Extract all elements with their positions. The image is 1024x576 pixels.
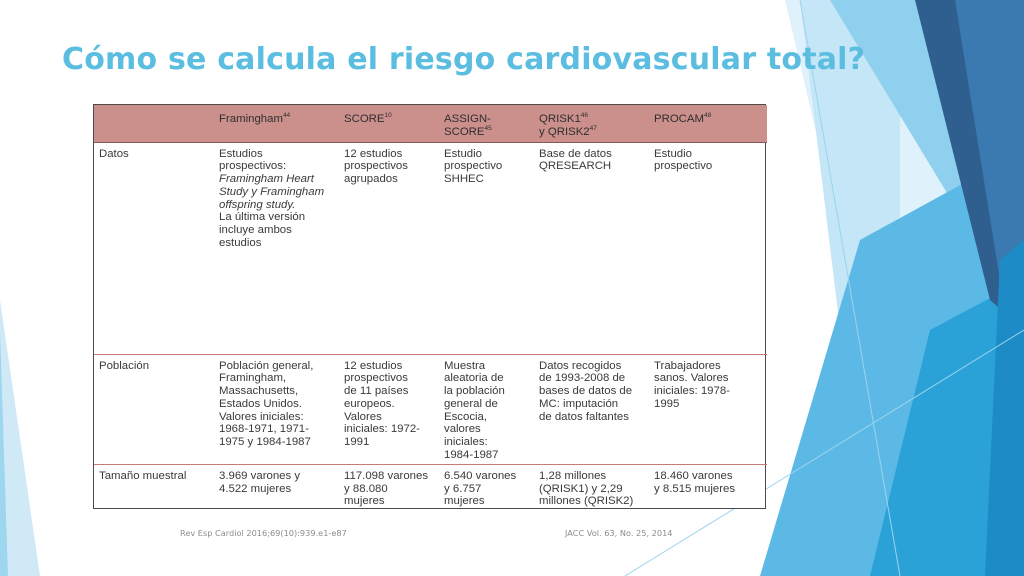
header-assign-score: ASSIGN- SCORE$^{45}$ [439,105,534,142]
table-row-poblacion [94,354,767,464]
header-procam: PROCAM$^{48}$ [649,105,767,142]
cell-poblacion-score: 12 estudios prospectivos de 11 países europeos. Valores iniciales: 1972- 1991 [339,354,439,464]
row-label-poblacion: Población [94,354,214,464]
header-score: SCORE$^{10}$ [339,105,439,142]
cell-tamano-framingham: 3.969 varones y 4.522 mujeres [214,464,339,510]
header-framingham: Framingham$^{44}$ [214,105,339,142]
cell-poblacion-framingham: Población general, Framingham, Massachusetts, Estados Unidos. Valores iniciales: 1968-1971, 1971- 1975 y 1984-1987 [214,354,339,464]
row-label-tamano-muestral: Tamaño muestral [94,464,214,510]
header-empty-cell [94,105,214,142]
cell-datos-assign: Estudio prospectivo SHHEC [444,147,503,186]
cell-datos-procam: Estudio prospectivo [654,147,713,173]
cell-tamano-procam: 18.460 varones y 8.515 mujeres [649,464,767,510]
citation-jacc: JACC Vol. 63, No. 25, 2014 [565,528,673,538]
cell-tamano-score: 117.098 varones y 88.080 mujeres [339,464,439,510]
cell-datos-qrisk: Base de datos QRESEARCH [539,147,612,173]
cell-poblacion-procam: Trabajadores sanos. Valores iniciales: 1978- 1995 [649,354,767,464]
row-label-datos: Datos [99,147,129,160]
table-header-row [94,105,767,142]
cell-poblacion-qrisk: Datos recogidos de 1993-2008 de bases de datos de MC: imputación de datos faltantes [534,354,649,464]
cell-tamano-assign: 6.540 varones y 6.757 mujeres [439,464,534,510]
cell-datos-score: 12 estudios prospectivos agrupados [344,147,408,186]
table-row-tamano-muestral [94,464,767,510]
cell-datos-framingham: Estudios prospectivos: Framingham Heart Study y Framingham offspring study. La última versión incluye ambos estudios [219,147,325,250]
table-row-datos [94,142,767,354]
comparison-table [94,105,767,510]
header-qrisk: $QRISK1^{46}$ y $QRISK2^{47}$ [534,105,649,142]
risk-scores-comparison-table [93,104,766,509]
slide-title: Cómo se calcula el riesgo cardiovascular total? [62,42,866,77]
cell-poblacion-assign: Muestra aleatoria de la población general de Escocia, valores iniciales: 1984-1987 [439,354,534,464]
cell-tamano-qrisk: 1,28 millones (QRISK1) y 2,29 millones (QRISK2) [534,464,649,510]
citation-rev-esp-cardiol: Rev Esp Cardiol 2016;69(10):939.e1-e87 [180,528,347,538]
